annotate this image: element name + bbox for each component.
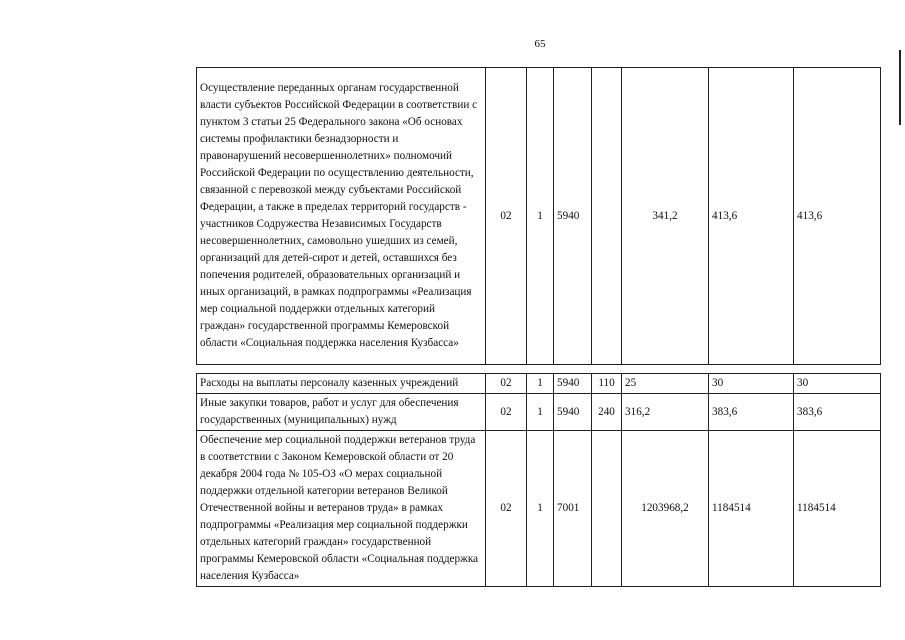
page-number: 65 [534, 38, 546, 50]
year-1-amount: 316,2 [622, 394, 709, 431]
subsection-code: 1 [527, 68, 554, 365]
year-2-amount: 1184514 [709, 431, 794, 587]
row-gap [197, 365, 881, 374]
expense-type-code: 240 [592, 394, 622, 431]
year-2-amount: 30 [709, 374, 794, 394]
section-code: 02 [486, 431, 527, 587]
subsection-code: 1 [527, 394, 554, 431]
expense-type-code: 110 [592, 374, 622, 394]
expense-type-code [592, 431, 622, 587]
expense-type-code [592, 68, 622, 365]
row-description: Иные закупки товаров, работ и услуг для обеспечения государственных (муниципальных) нужд [197, 394, 486, 431]
year-3-amount: 1184514 [794, 431, 881, 587]
row-description: Расходы на выплаты персоналу казенных учреждений [197, 374, 486, 394]
subsection-code: 1 [527, 374, 554, 394]
year-2-amount: 413,6 [709, 68, 794, 365]
year-2-amount: 383,6 [709, 394, 794, 431]
subsection-code: 1 [527, 431, 554, 587]
section-code: 02 [486, 68, 527, 365]
table-row [197, 394, 881, 431]
year-1-amount: 25 [622, 374, 709, 394]
table-row [197, 374, 881, 394]
section-code: 02 [486, 394, 527, 431]
year-1-amount: 1203968,2 [622, 431, 709, 587]
margin-rule [899, 50, 901, 125]
target-code: 7001 [554, 431, 592, 587]
target-code: 5940 [554, 374, 592, 394]
table-row [197, 431, 881, 587]
year-1-amount: 341,2 [622, 68, 709, 365]
budget-table [196, 67, 881, 587]
row-description: Осуществление переданных органам государственной власти субъектов Российской Федерации в соответствии с пунктом 3 статьи 25 Федерального закона «Об основах системы профилактики безнадзорности и правонарушений несовершеннолетних» полномочий Российской Федерации по осуществлению деятельности, связанной с перевозкой между субъектами Российской Федерации, а также в пределах территорий государств - участников Содружества Независимых Государств несовершеннолетних, самовольно ушедших из семей, организаций для детей-сирот и детей, оставшихся без попечения родителей, образовательных организаций и иных организаций, в рамках подпрограммы «Реализация мер социальной поддержки отдельных категорий граждан» государственной программы Кемеровской области «Социальная поддержка населения Кузбасса» [197, 68, 486, 365]
year-3-amount: 413,6 [794, 68, 881, 365]
target-code: 5940 [554, 68, 592, 365]
table-row [197, 68, 881, 365]
year-3-amount: 30 [794, 374, 881, 394]
row-description: Обеспечение мер социальной поддержки ветеранов труда в соответствии с Законом Кемеровской области от 20 декабря 2004 года № 105-ОЗ «О мерах социальной поддержки отдельной категории ветеранов Великой Отечественной войны и ветеранов труда» в рамках подпрограммы «Реализация мер социальной поддержки отдельных категорий граждан» государственной программы Кемеровской области «Социальная поддержка населения Кузбасса» [197, 431, 486, 587]
year-3-amount: 383,6 [794, 394, 881, 431]
section-code: 02 [486, 374, 527, 394]
target-code: 5940 [554, 394, 592, 431]
